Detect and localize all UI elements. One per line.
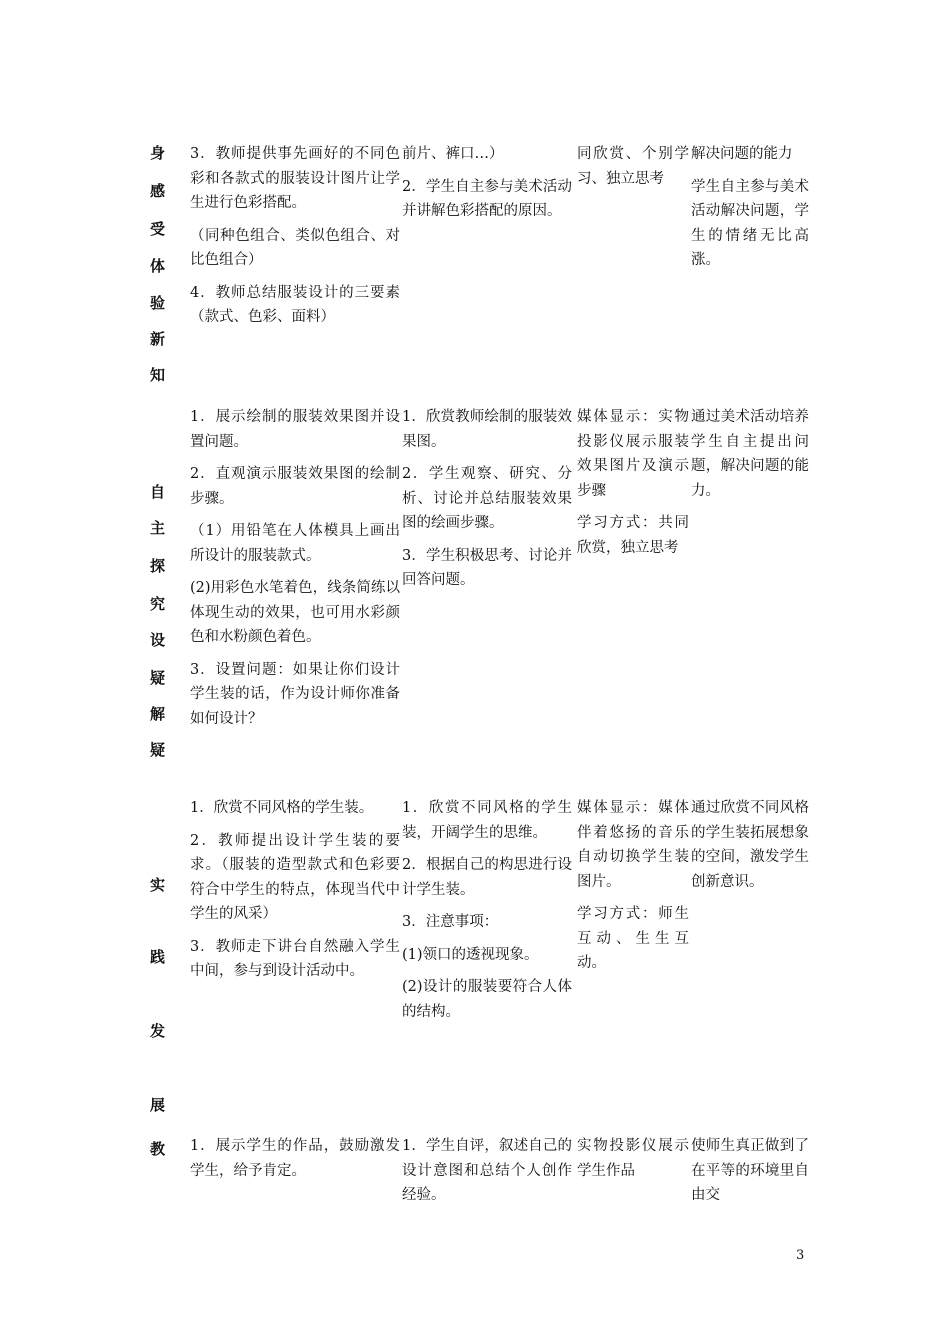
page-number: 3 — [796, 1248, 805, 1263]
cell-paragraph: 通过欣赏不同风格的学生装拓展想象的空间，激发学生创新意识。 — [691, 800, 809, 890]
media-method-cell — [577, 796, 689, 984]
student-activity-cell — [402, 1134, 572, 1216]
student-activity-cell — [402, 142, 572, 232]
student-activity-cell — [402, 796, 572, 1032]
cell-paragraph: 解决问题的能力 — [691, 146, 793, 162]
section-label-char: 究 — [150, 595, 166, 613]
section-label-char: 实 — [150, 876, 166, 894]
cell-paragraph: 3．学生积极思考、讨论并回答问题。 — [402, 547, 572, 588]
cell-paragraph: 1．欣赏教师绘制的服装效果图。 — [402, 409, 572, 450]
cell-paragraph: 3．注意事项： — [402, 914, 499, 930]
cell-paragraph: 1．学生自评，叙述自己的设计意图和总结个人创作经验。 — [402, 1138, 572, 1203]
cell-paragraph: 实物投影仪展示学生作品 — [577, 1138, 689, 1179]
cell-paragraph: 学习方式：师生互动、生生互动。 — [577, 906, 689, 971]
media-method-cell — [577, 405, 689, 568]
section-label-char: 教 — [150, 1140, 166, 1158]
cell-paragraph: 媒体显示：实物投影仪展示服装效果图片及演示步骤 — [577, 409, 689, 499]
section-label-char: 知 — [150, 366, 166, 384]
teacher-activity-cell — [190, 1134, 400, 1191]
section-label-char: 验 — [150, 294, 166, 312]
section-label-char: 解 — [150, 705, 166, 723]
cell-paragraph: 学生自主参与美术活动解决问题，学生的情绪无比高涨。 — [691, 178, 809, 268]
teacher-activity-cell — [190, 142, 400, 338]
cell-paragraph: 1．欣赏不同风格的学生装。 — [190, 800, 374, 816]
cell-paragraph: （1）用铅笔在人体模具上画出所设计的服装款式。 — [190, 523, 400, 564]
cell-paragraph: 3．设置问题：如果让你们设计学生装的话，作为设计师你准备如何设计？ — [190, 661, 400, 727]
section-label-char: 主 — [150, 519, 166, 537]
cell-paragraph: （同种色组合、类似色组合、对比色组合） — [190, 227, 400, 268]
cell-paragraph: 3．教师提供事先画好的不同色彩和各款式的服装设计图片让学生进行色彩搭配。 — [190, 146, 400, 211]
cell-paragraph: 1．展示绘制的服装效果图并设置问题。 — [190, 409, 400, 450]
section-label-char: 探 — [150, 557, 166, 575]
cell-paragraph: 2．学生自主参与美术活动并讲解色彩搭配的原因。 — [402, 178, 572, 219]
section-label-char: 展 — [150, 1096, 166, 1114]
design-intent-cell — [691, 142, 809, 281]
cell-paragraph: 1．欣赏不同风格的学生装，开阔学生的思维。 — [402, 800, 572, 841]
cell-paragraph: (2)用彩色水笔着色，线条简练以体现生动的效果，也可用水彩颜色和水粉颜色着色。 — [190, 580, 400, 645]
section-label-char: 自 — [150, 483, 166, 501]
cell-paragraph: 1．展示学生的作品，鼓励激发学生，给予肯定。 — [190, 1138, 400, 1179]
cell-paragraph: 前片、裤口…） — [402, 146, 504, 162]
section-label-char: 体 — [150, 257, 166, 275]
cell-paragraph: 2．根据自己的构思进行设计学生装。 — [402, 857, 572, 898]
cell-paragraph: 同欣赏、个别学习、独立思考 — [577, 146, 689, 187]
section-label-char: 设 — [150, 631, 166, 649]
cell-paragraph: (2)设计的服装要符合人体的结构。 — [402, 979, 572, 1020]
section-label-char: 发 — [150, 1022, 166, 1040]
cell-paragraph: 3．教师走下讲台自然融入学生中间，参与到设计活动中。 — [190, 938, 400, 979]
student-activity-cell — [402, 405, 572, 601]
section-label-char: 践 — [150, 948, 166, 966]
teacher-activity-cell — [190, 405, 400, 739]
section-label-char: 新 — [150, 330, 166, 348]
cell-paragraph: 使师生真正做到了在平等的环境里自由交 — [691, 1138, 809, 1203]
section-label-char: 疑 — [150, 741, 166, 759]
cell-paragraph: 2．学生观察、研究、分析、讨论并总结服装效果图的绘画步骤。 — [402, 466, 572, 531]
cell-paragraph: 学习方式：共同欣赏，独立思考 — [577, 515, 689, 556]
section-label-char: 受 — [150, 220, 166, 238]
cell-paragraph: 4．教师总结服装设计的三要素（款式、色彩、面料） — [190, 284, 400, 325]
media-method-cell — [577, 1134, 689, 1191]
cell-paragraph: 2．直观演示服装效果图的绘制步骤。 — [190, 466, 400, 507]
teacher-activity-cell — [190, 796, 400, 992]
design-intent-cell — [691, 1134, 809, 1216]
cell-paragraph: (1)领口的透视现象。 — [402, 946, 539, 963]
section-label-char: 疑 — [150, 669, 166, 687]
cell-paragraph: 通过美术活动培养学生自主提出问题，解决问题的能力。 — [691, 409, 809, 499]
design-intent-cell — [691, 405, 809, 511]
section-label-char: 感 — [150, 182, 166, 200]
media-method-cell — [577, 142, 689, 199]
cell-paragraph: 2．教师提出设计学生装的要求。（服装的造型款式和色彩要符合中学生的特点，体现当代中学生的风采） — [190, 832, 400, 922]
section-label-char: 身 — [150, 144, 166, 162]
cell-paragraph: 媒体显示：媒体伴着悠扬的音乐自动切换学生装图片。 — [577, 800, 689, 890]
design-intent-cell — [691, 796, 809, 902]
